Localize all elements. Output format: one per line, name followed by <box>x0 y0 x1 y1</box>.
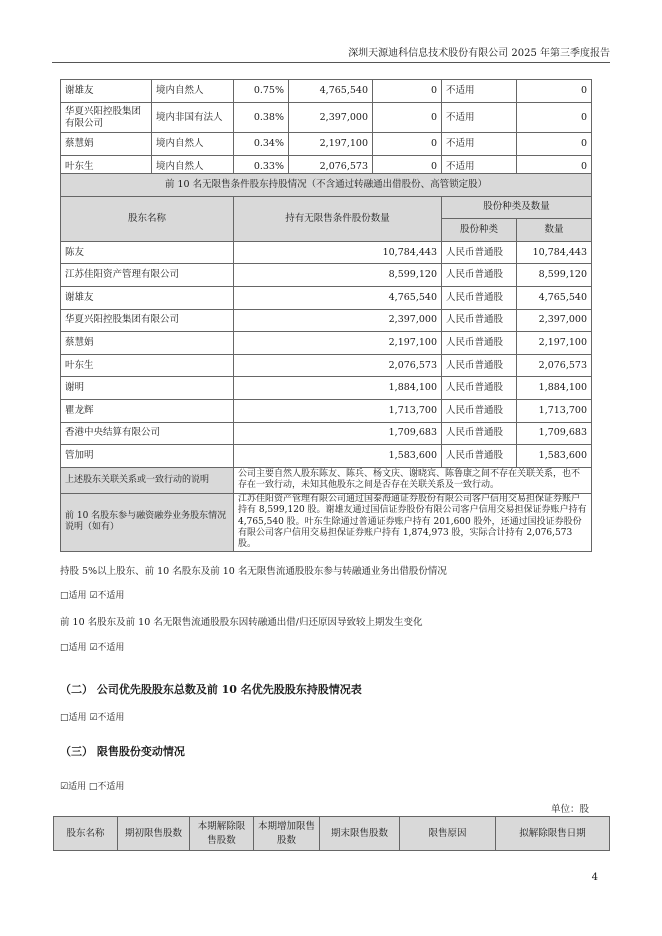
holder-shares: 2,076,573 <box>289 156 373 179</box>
lending-change-text: 前 10 名股东及前 10 名无限售流通股股东因转融通出借/归还原因导致较上期发生变化 <box>60 617 423 628</box>
holder-name: 华夏兴阳控股集团有限公司 <box>61 103 152 133</box>
unrestricted-table-title: 前 10 名无限售条件股东持股情况（不含通过转融通出借股份、高管锁定股） <box>61 174 592 197</box>
col-header-type: 股份种类 <box>442 219 517 242</box>
holder-restricted: 0 <box>373 80 442 103</box>
share-type: 人民币普通股 <box>442 286 517 309</box>
pledge-qty: 0 <box>517 156 592 179</box>
holder-shares: 4,765,540 <box>289 80 373 103</box>
pledge-qty: 0 <box>517 80 592 103</box>
table-row <box>61 332 592 355</box>
pledge-status: 不适用 <box>442 133 517 156</box>
holder-qty: 2,076,573 <box>234 354 442 377</box>
share-type: 人民币普通股 <box>442 264 517 287</box>
restricted-shares-option: ☑适用 □不适用 <box>60 782 125 792</box>
holder-name: 瞿龙辉 <box>61 399 234 422</box>
share-count: 4,765,540 <box>517 286 592 309</box>
holder-name: 江苏佳阳资产管理有限公司 <box>61 264 234 287</box>
pledge-qty: 0 <box>517 133 592 156</box>
holder-qty: 8,599,120 <box>234 264 442 287</box>
share-count: 1,713,700 <box>517 399 592 422</box>
holder-qty: 1,583,600 <box>234 445 442 468</box>
col-header-qty: 持有无限售条件股份数量 <box>234 196 442 241</box>
share-type: 人民币普通股 <box>442 445 517 468</box>
holder-restricted: 0 <box>373 103 442 133</box>
share-count: 2,197,100 <box>517 332 592 355</box>
col-header-reason: 限售原因 <box>400 817 496 851</box>
col-header-closing: 期末限售股数 <box>320 817 400 851</box>
section-preferred-shares-title: （二） 公司优先股股东总数及前 10 名优先股股东持股情况表 <box>60 683 362 696</box>
holder-name: 谢明 <box>61 377 234 400</box>
holder-type: 境内自然人 <box>152 133 234 156</box>
share-type: 人民币普通股 <box>442 399 517 422</box>
col-header-count: 数量 <box>517 219 592 242</box>
holder-name: 蔡慧娟 <box>61 332 234 355</box>
share-type: 人民币普通股 <box>442 377 517 400</box>
holder-qty: 1,709,683 <box>234 422 442 445</box>
restricted-shares-table <box>53 816 610 851</box>
holder-name: 香港中央结算有限公司 <box>61 422 234 445</box>
margin-label: 前 10 名股东参与融资融券业务股东情况说明（如有） <box>61 493 234 551</box>
holder-qty: 1,713,700 <box>234 399 442 422</box>
holder-name: 谢雄友 <box>61 286 234 309</box>
table-row <box>61 264 592 287</box>
page-number: 4 <box>591 872 598 883</box>
share-count: 2,397,000 <box>517 309 592 332</box>
col-header-added: 本期增加限售股数 <box>254 817 320 851</box>
share-count: 1,709,683 <box>517 422 592 445</box>
col-header-holder: 股东名称 <box>54 817 118 851</box>
relation-text: 公司主要自然人股东陈友、陈兵、杨文庆、谢晓宾、陈鲁康之间不存在关联关系，也不存在一致行动，未知其他股东之间是否存在关联关系及一致行动。 <box>234 467 592 493</box>
holder-qty: 1,884,100 <box>234 377 442 400</box>
holder-name: 陈友 <box>61 241 234 264</box>
relation-label: 上述股东关联关系或一致行动的说明 <box>61 467 234 493</box>
share-count: 1,583,600 <box>517 445 592 468</box>
holder-name: 华夏兴阳控股集团有限公司 <box>61 309 234 332</box>
holder-name: 谢雄友 <box>61 80 152 103</box>
col-header-release-date: 拟解除限售日期 <box>496 817 610 851</box>
table-row <box>61 445 592 468</box>
pledge-status: 不适用 <box>442 156 517 179</box>
unrestricted-holders-table <box>60 173 592 552</box>
col-header-name: 股东名称 <box>61 196 234 241</box>
share-count: 2,076,573 <box>517 354 592 377</box>
holder-name: 叶东生 <box>61 156 152 179</box>
holder-restricted: 0 <box>373 133 442 156</box>
share-type: 人民币普通股 <box>442 241 517 264</box>
holder-qty: 4,765,540 <box>234 286 442 309</box>
holder-shares: 2,397,000 <box>289 103 373 133</box>
share-type: 人民币普通股 <box>442 332 517 355</box>
table-row <box>61 422 592 445</box>
table-row <box>61 241 592 264</box>
share-count: 10,784,443 <box>517 241 592 264</box>
section-restricted-shares-title: （三） 限售股份变动情况 <box>60 745 185 758</box>
share-type: 人民币普通股 <box>442 422 517 445</box>
pledge-status: 不适用 <box>442 103 517 133</box>
holder-qty: 10,784,443 <box>234 241 442 264</box>
holder-ratio: 0.33% <box>234 156 289 179</box>
pledge-qty: 0 <box>517 103 592 133</box>
holder-name: 管加明 <box>61 445 234 468</box>
page-header: 深圳天源迪科信息技术股份有限公司 2025 年第三季度报告 <box>52 44 610 63</box>
share-type: 人民币普通股 <box>442 309 517 332</box>
share-count: 1,884,100 <box>517 377 592 400</box>
holder-qty: 2,397,000 <box>234 309 442 332</box>
holder-qty: 2,197,100 <box>234 332 442 355</box>
col-header-released: 本期解除限售股数 <box>190 817 254 851</box>
table-row <box>61 377 592 400</box>
share-type: 人民币普通股 <box>442 354 517 377</box>
table-row <box>61 103 592 133</box>
col-header-opening: 期初限售股数 <box>118 817 190 851</box>
holder-type: 境内自然人 <box>152 80 234 103</box>
lending-change-option: □适用 ☑不适用 <box>60 643 125 653</box>
unit-label: 单位：股 <box>550 804 589 815</box>
holder-ratio: 0.34% <box>234 133 289 156</box>
share-count: 8,599,120 <box>517 264 592 287</box>
table-row <box>61 354 592 377</box>
holder-shares: 2,197,100 <box>289 133 373 156</box>
lending-status-text: 持股 5%以上股东、前 10 名股东及前 10 名无限售流通股股东参与转融通业务出借股份情况 <box>60 566 447 577</box>
holder-ratio: 0.38% <box>234 103 289 133</box>
holder-restricted: 0 <box>373 156 442 179</box>
holder-name: 叶东生 <box>61 354 234 377</box>
table-row <box>61 309 592 332</box>
holder-ratio: 0.75% <box>234 80 289 103</box>
margin-text: 江苏佳阳资产管理有限公司通过国泰海通证券股份有限公司客户信用交易担保证券账户持有 8,599,120 股。谢雄友通过国信证券股份有限公司客户信用交易担保证券账户持有 4,765,540 股。叶东生除通过普通证券账户持有 201,600 股外，还通过国投证券股份有限公司客户信用交易担保证券账户持有 1,874,973 股，实际合计持有 2,076,573 股。 <box>234 493 592 551</box>
table-row <box>61 80 592 103</box>
lending-status-option: □适用 ☑不适用 <box>60 591 125 601</box>
table-row <box>61 133 592 156</box>
holder-name: 蔡慧娟 <box>61 133 152 156</box>
top-holders-table <box>60 79 592 179</box>
pledge-status: 不适用 <box>442 80 517 103</box>
holder-type: 境内自然人 <box>152 156 234 179</box>
preferred-shares-option: □适用 ☑不适用 <box>60 713 125 723</box>
table-row <box>61 399 592 422</box>
table-row <box>61 286 592 309</box>
col-header-type-group: 股份种类及数量 <box>442 196 592 219</box>
holder-type: 境内非国有法人 <box>152 103 234 133</box>
